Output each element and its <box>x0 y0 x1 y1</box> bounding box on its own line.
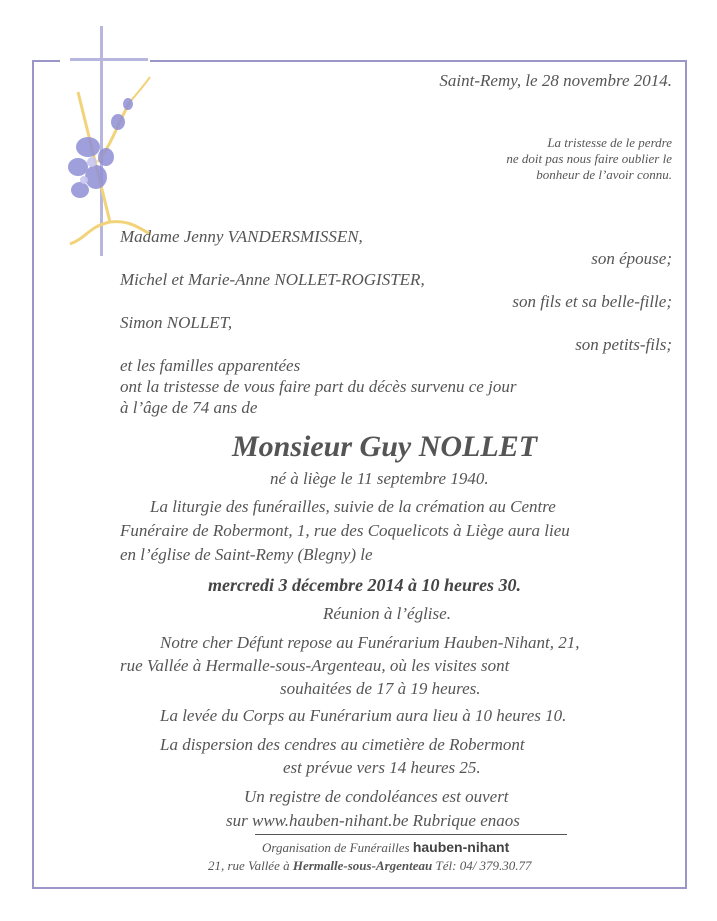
visitation-line-2: rue Vallée à Hermalle-sous-Argenteau, où les visites sont <box>120 656 510 675</box>
meeting-line: Réunion à l’église. <box>323 604 451 623</box>
footer-address <box>208 859 532 872</box>
footer-brand-logo: hauben-nihant <box>412 839 510 855</box>
announcement-line-1: ont la tristesse de vous faire part du décès survenu ce jour <box>120 377 517 396</box>
spouse-role: son épouse; <box>591 249 672 268</box>
footer-org-label: Organisation de Funérailles <box>262 840 410 855</box>
footer-address-town: Hermalle-sous-Argenteau <box>292 858 433 873</box>
visitation-line-1: Notre cher Défunt repose au Funérarium Hauben-Nihant, 21, <box>160 633 580 652</box>
register-line-1: Un registre de condoléances est ouvert <box>244 787 509 806</box>
quote-line-3: bonheur de l’avoir connu. <box>536 167 672 182</box>
quote-line-1: La tristesse de le perdre <box>547 135 672 150</box>
children-role: son fils et sa belle-fille; <box>512 292 672 311</box>
visitation-line-3: souhaitées de 17 à 19 heures. <box>280 679 481 698</box>
register-line-2: sur www.hauben-nihant.be Rubrique enaos <box>226 811 520 830</box>
footer-phone: Tél: 04/ 379.30.77 <box>435 858 532 873</box>
footer-org <box>262 840 509 854</box>
deceased-name: Monsieur Guy NOLLET <box>232 430 538 463</box>
spouse-name: Madame Jenny VANDERSMISSEN, <box>120 227 363 246</box>
cross-and-flower-icon <box>58 22 158 262</box>
ceremony-line-3: en l’église de Saint-Remy (Blegny) le <box>120 545 373 564</box>
children-name: Michel et Marie-Anne NOLLET-ROGISTER, <box>120 270 425 289</box>
register-underline <box>255 834 567 835</box>
dispersion-line-1: La dispersion des cendres au cimetière de Robermont <box>160 735 525 754</box>
quote-line-2: ne doit pas nous faire oublier le <box>506 151 672 166</box>
announcement-line-2: à l’âge de 74 ans de <box>120 398 258 417</box>
ceremony-line-1: La liturgie des funérailles, suivie de la crémation au Centre <box>150 497 556 516</box>
relatives-line: et les familles apparentées <box>120 356 301 375</box>
ceremony-line-2: Funéraire de Robermont, 1, rue des Coquelicots à Liège aura lieu <box>120 521 570 540</box>
grandchild-role: son petits-fils; <box>575 335 672 354</box>
departure-line: La levée du Corps au Funérarium aura lieu à 10 heures 10. <box>160 706 567 725</box>
footer-address-prefix: 21, rue Vallée à <box>208 858 290 873</box>
dispersion-line-2: est prévue vers 14 heures 25. <box>283 758 481 777</box>
grandchild-name: Simon NOLLET, <box>120 313 233 332</box>
ceremony-datetime: mercredi 3 décembre 2014 à 10 heures 30. <box>208 575 521 595</box>
birth-line: né à liège le 11 septembre 1940. <box>270 469 489 488</box>
place-date: Saint-Remy, le 28 novembre 2014. <box>439 71 672 90</box>
